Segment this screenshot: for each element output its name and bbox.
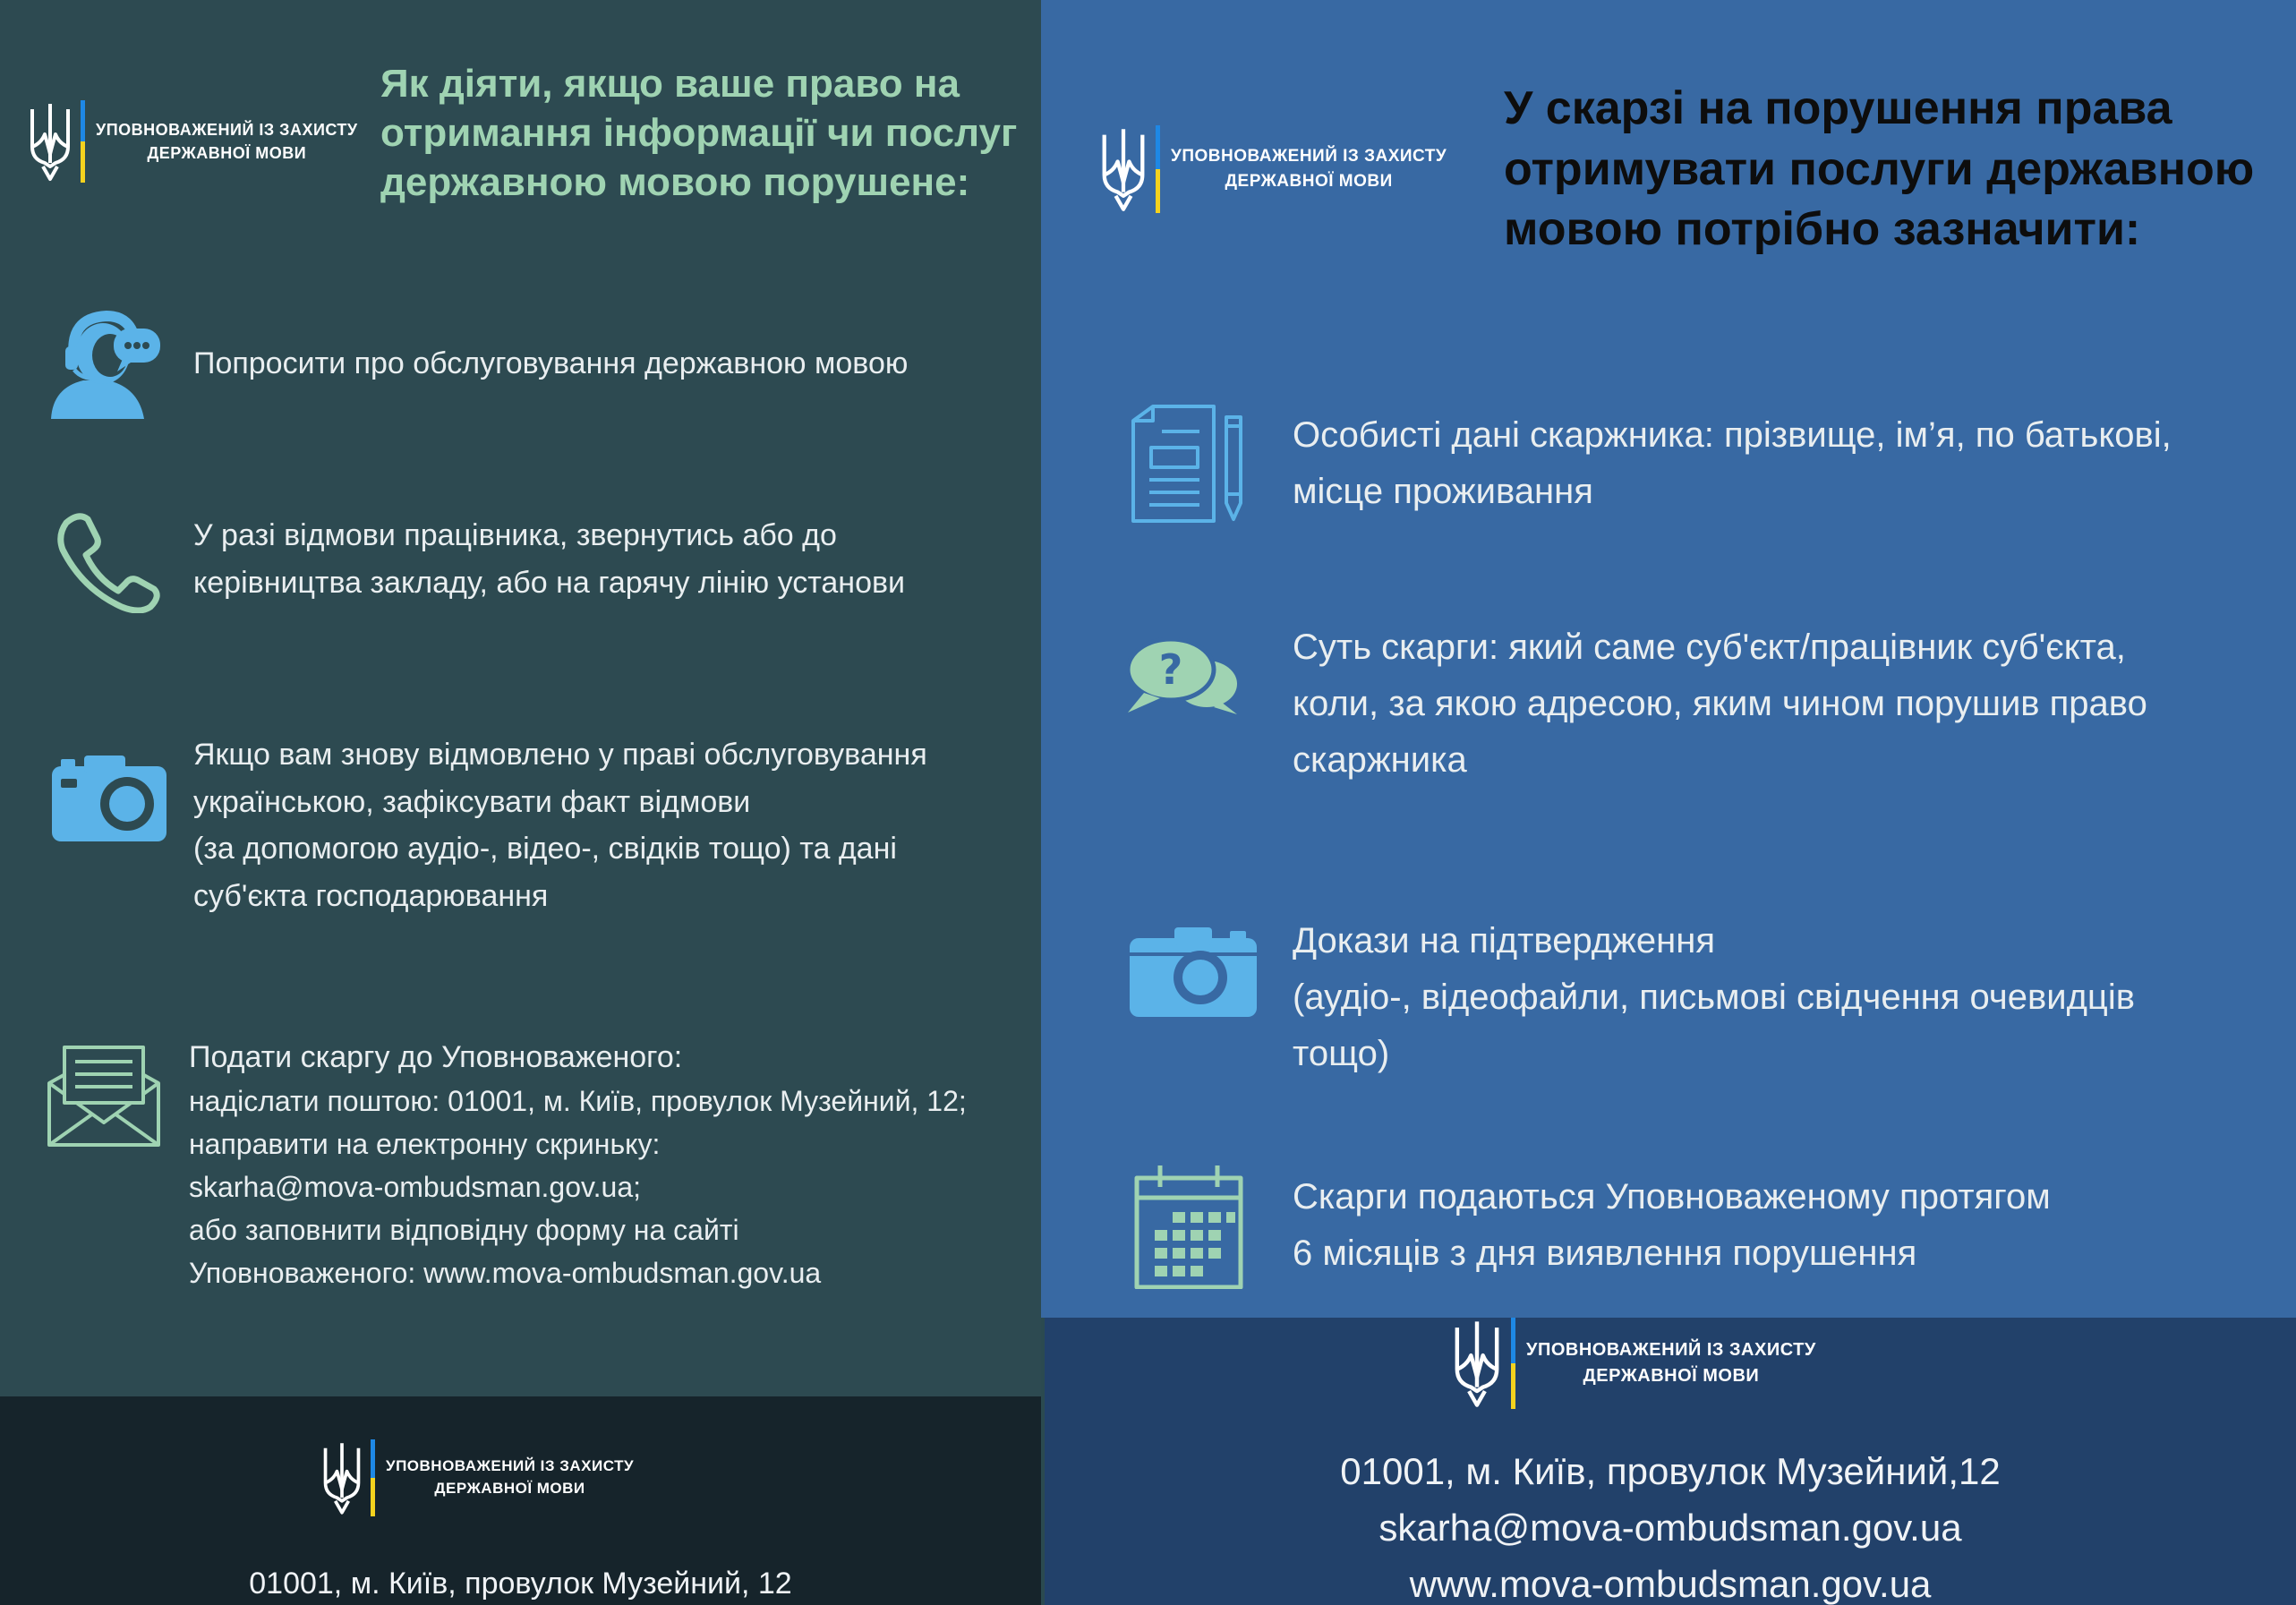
right-heading bbox=[1504, 79, 2296, 260]
org-line1: УПОВНОВАЖЕНИЙ ІЗ ЗАХИСТУ bbox=[1171, 147, 1447, 166]
left-item-text bbox=[193, 731, 927, 920]
text-line: місце проживання bbox=[1293, 472, 1593, 512]
org-name bbox=[1526, 1337, 1816, 1389]
email-link[interactable]: skarha@mova-ombudsman.gov.ua; bbox=[189, 1171, 642, 1204]
text-line: тощо) bbox=[1293, 1034, 1390, 1074]
camera-icon bbox=[1130, 926, 1257, 1017]
text-line: Суть скарги: який саме суб'єкт/працівник суб'єкта, bbox=[1293, 627, 2126, 667]
org-line2: ДЕРЖАВНОЇ МОВИ bbox=[1583, 1366, 1760, 1386]
text-line: українською, зафіксувати факт відмови bbox=[193, 784, 751, 819]
text-line: Докази на підтвердження bbox=[1293, 921, 1715, 960]
footer-email[interactable]: skarha@mova-ombudsman.gov.ua bbox=[1378, 1507, 1962, 1549]
camera-icon bbox=[52, 754, 166, 841]
org-line1: УПОВНОВАЖЕНИЙ ІЗ ЗАХИСТУ bbox=[386, 1457, 635, 1475]
right-item-text bbox=[1293, 407, 2172, 520]
text-line: суб'єкта господарювання bbox=[193, 879, 549, 914]
trident-icon bbox=[320, 1439, 363, 1516]
org-line1: УПОВНОВАЖЕНИЙ ІЗ ЗАХИСТУ bbox=[1526, 1340, 1816, 1360]
calendar-icon bbox=[1133, 1162, 1244, 1289]
left-item-text: Попросити про обслуговування державною мовою bbox=[193, 346, 909, 380]
text-line: (аудіо-, відеофайли, письмові свідчення очевидців bbox=[1293, 978, 2135, 1018]
flag-bar bbox=[371, 1439, 375, 1516]
right-footer-contacts bbox=[1045, 1443, 2296, 1605]
left-item-text bbox=[193, 512, 905, 606]
trident-icon bbox=[1098, 125, 1148, 213]
right-item-text bbox=[1293, 619, 2147, 790]
question-chat-icon bbox=[1124, 637, 1241, 718]
text-line: Скарги подаються Уповноваженому протягом bbox=[1293, 1177, 2051, 1217]
flag-bar bbox=[1511, 1318, 1515, 1409]
text-line: надіслати поштою: 01001, м. Київ, провулок Музейний, 12; bbox=[189, 1085, 967, 1118]
left-item-text bbox=[189, 1036, 967, 1294]
org-name bbox=[1171, 144, 1447, 193]
right-item-text bbox=[1293, 1169, 2051, 1282]
right-item-text bbox=[1293, 913, 2135, 1083]
phone-icon bbox=[55, 510, 163, 613]
text-line: У разі відмови працівника, звернутись або до bbox=[193, 518, 837, 552]
website-link[interactable]: Уповноваженого: www.mova-ombudsman.gov.ua bbox=[189, 1257, 822, 1290]
text-line: Особисті дані скаржника: прізвище, ім’я, по батькові, bbox=[1293, 415, 2172, 455]
org-line1: УПОВНОВАЖЕНИЙ ІЗ ЗАХИСТУ bbox=[96, 120, 358, 139]
logo-left-footer bbox=[320, 1439, 634, 1516]
org-line2: ДЕРЖАВНОЇ МОВИ bbox=[434, 1480, 585, 1497]
support-agent-icon bbox=[49, 309, 166, 421]
text-line: коли, за якою адресою, яким чином порушив право bbox=[1293, 684, 2147, 724]
footer-website[interactable]: www.mova-ombudsman.gov.ua bbox=[1409, 1563, 1932, 1605]
left-panel bbox=[0, 0, 1041, 1396]
logo-right-top bbox=[1098, 125, 1447, 213]
left-footer bbox=[0, 1396, 1041, 1605]
text-line: 6 місяців з дня виявлення порушення bbox=[1293, 1234, 1917, 1274]
text-line: (за допомогою аудіо-, відео-, свідків тощо) та дані bbox=[193, 832, 897, 867]
org-name bbox=[386, 1456, 634, 1499]
org-name bbox=[96, 118, 358, 165]
text-line: керівництва закладу, або на гарячу лінію установи bbox=[193, 565, 906, 600]
heading-line: У скарзі на порушення права bbox=[1504, 82, 2172, 134]
org-line2: ДЕРЖАВНОЇ МОВИ bbox=[147, 144, 307, 162]
logo-right-footer bbox=[1450, 1318, 1816, 1409]
trident-icon bbox=[27, 100, 73, 183]
text-line: скаржника bbox=[1293, 740, 1467, 781]
heading-line: отримувати послуги державною bbox=[1504, 142, 2255, 195]
logo-left-top bbox=[27, 100, 358, 183]
footer-address: 01001, м. Київ, провулок Музейний,12 bbox=[1340, 1450, 2001, 1492]
envelope-icon bbox=[47, 1040, 161, 1148]
left-footer-address: 01001, м. Київ, провулок Музейний, 12 bbox=[249, 1567, 792, 1601]
text-line: направити на електронну скриньку: bbox=[189, 1128, 661, 1161]
complaint-title: Подати скаргу до Уповноваженого: bbox=[189, 1040, 683, 1074]
left-heading: Як діяти, якщо ваше право на отримання інформації чи послуг державною мовою порушене: bbox=[380, 62, 1018, 204]
org-line2: ДЕРЖАВНОЇ МОВИ bbox=[1225, 172, 1393, 191]
right-footer bbox=[1045, 1318, 2296, 1605]
flag-bar bbox=[81, 100, 85, 183]
flag-bar bbox=[1156, 125, 1160, 213]
heading-line: мовою потрібно зазначити: bbox=[1504, 203, 2141, 256]
trident-icon bbox=[1450, 1318, 1504, 1409]
text-line: Якщо вам знову відмовлено у праві обслуговування bbox=[193, 738, 927, 772]
document-pencil-icon bbox=[1130, 405, 1246, 525]
svg-text:?: ? bbox=[1158, 645, 1183, 694]
text-line: або заповнити відповідну форму на сайті bbox=[189, 1214, 739, 1247]
